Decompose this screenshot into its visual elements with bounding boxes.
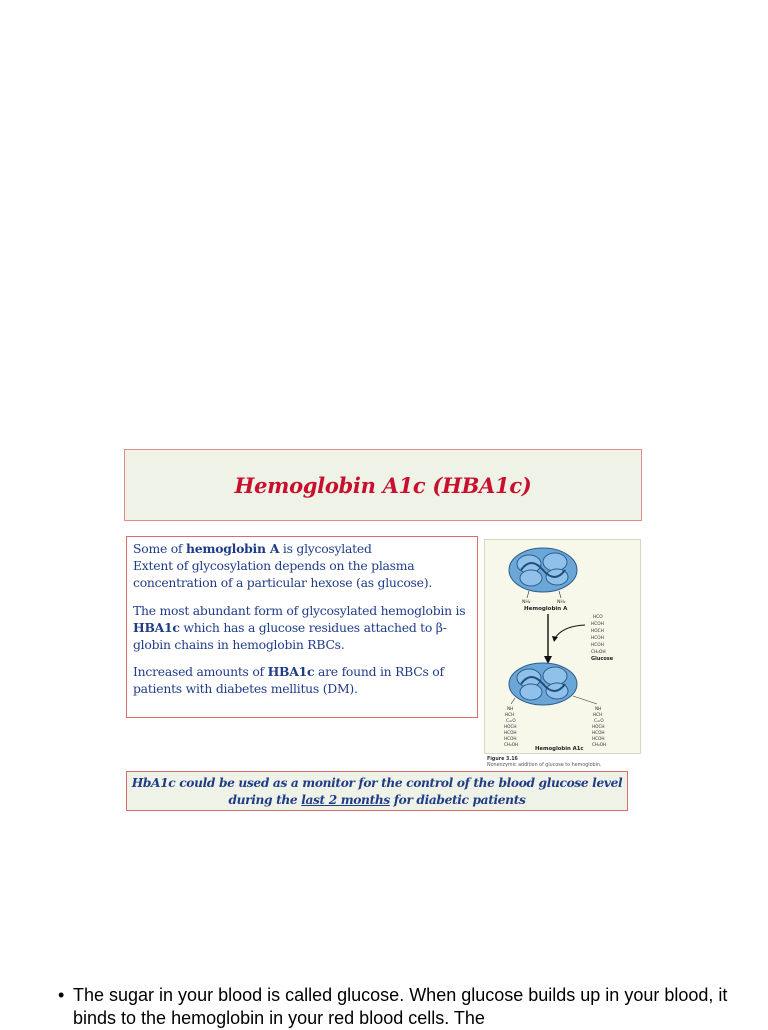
- figure-drawing: [485, 540, 642, 755]
- note-line-1: HbA1c could be used as a monitor for the control of the blood glucose level: [131, 776, 623, 790]
- paragraph-diabetes: [133, 663, 471, 697]
- chain-left-formula: [504, 706, 518, 747]
- svg-text:CH₂OH: CH₂OH: [504, 742, 519, 747]
- label-glucose: Glucose: [591, 656, 614, 662]
- svg-text:HCH: HCH: [593, 712, 603, 717]
- text-fragment: Some of: [133, 541, 186, 556]
- figure-number: Figure 3.16: [487, 757, 518, 762]
- bullet-text: The sugar in your blood is called glucose. When glucose builds up in your blood, it binds to the hemoglobin in your red blood cells. The: [73, 985, 728, 1028]
- term-hba1c: HBA1c: [133, 619, 180, 635]
- svg-text:HOCH: HOCH: [592, 724, 605, 729]
- svg-text:HCO: HCO: [593, 615, 603, 620]
- nh2-right: NH₂: [557, 600, 566, 605]
- svg-text:HCOH: HCOH: [592, 730, 605, 735]
- note-fragment: during the: [228, 793, 302, 807]
- reaction-arrow-icon: [544, 614, 585, 664]
- figure-caption-text: Nonenzymic addition of glucose to hemoglobin.: [487, 763, 602, 768]
- text-fragment: is glycosylated: [279, 541, 372, 556]
- note-underlined-period: last 2 months: [301, 793, 390, 807]
- glucose-formula: [591, 614, 606, 655]
- svg-text:HOCH: HOCH: [504, 724, 517, 729]
- svg-text:HCH: HCH: [505, 712, 515, 717]
- figure-caption: [487, 757, 647, 769]
- text-fragment: which has a glucose residues attached to β-globin chains in hemoglobin RBCs.: [133, 619, 447, 653]
- text-fragment: are found in RBCs of patients with diabetes mellitus (DM).: [133, 664, 444, 697]
- paragraph-hba1c-form: [133, 602, 471, 654]
- text-fragment: The most abundant form of glycosylated hemoglobin is: [133, 602, 466, 618]
- svg-text:HOCH: HOCH: [591, 629, 604, 634]
- monitoring-note-box: [126, 771, 628, 811]
- slide-title: Hemoglobin A1c (HBA1c): [234, 472, 532, 498]
- term-hemoglobin-a: hemoglobin A: [185, 541, 280, 556]
- text-fragment: Extent of glycosylation depends on the plasma concentration of a particular hexose (as glucose).: [133, 558, 433, 591]
- bullet-point: [58, 984, 758, 1030]
- chain-right-formula: [592, 706, 606, 747]
- hemoglobin-glycosylation-figure: [484, 539, 641, 754]
- svg-text:HCOH: HCOH: [591, 636, 604, 641]
- bullet-icon: •: [58, 985, 65, 1005]
- svg-text:CH₂OH: CH₂OH: [592, 742, 607, 747]
- svg-text:HCOH: HCOH: [592, 736, 605, 741]
- nh2-left: NH₂: [522, 600, 531, 605]
- svg-text:HCOH: HCOH: [591, 622, 604, 627]
- label-hemoglobin-a: Hemoglobin A: [524, 606, 568, 612]
- svg-text:C=O: C=O: [506, 718, 516, 723]
- slide-title-box: [124, 449, 642, 521]
- svg-text:HCOH: HCOH: [504, 736, 517, 741]
- svg-text:HCOH: HCOH: [504, 730, 517, 735]
- note-fragment: for diabetic patients: [389, 793, 526, 807]
- paragraph-glycosylation: [133, 540, 471, 592]
- svg-text:C=O: C=O: [594, 718, 604, 723]
- svg-text:NH: NH: [595, 706, 602, 711]
- definition-text-box: [126, 536, 478, 718]
- text-fragment: Increased amounts of: [133, 664, 268, 680]
- svg-text:CH₂OH: CH₂OH: [591, 650, 606, 655]
- svg-text:NH: NH: [507, 706, 514, 711]
- term-hba1c: HBA1c: [267, 664, 315, 680]
- label-hemoglobin-a1c: Hemoglobin A1c: [535, 746, 584, 752]
- svg-text:HCOH: HCOH: [591, 643, 604, 648]
- hemoglobin-a1c-protein-icon: [509, 663, 577, 705]
- hemoglobin-a-protein-icon: [509, 548, 577, 592]
